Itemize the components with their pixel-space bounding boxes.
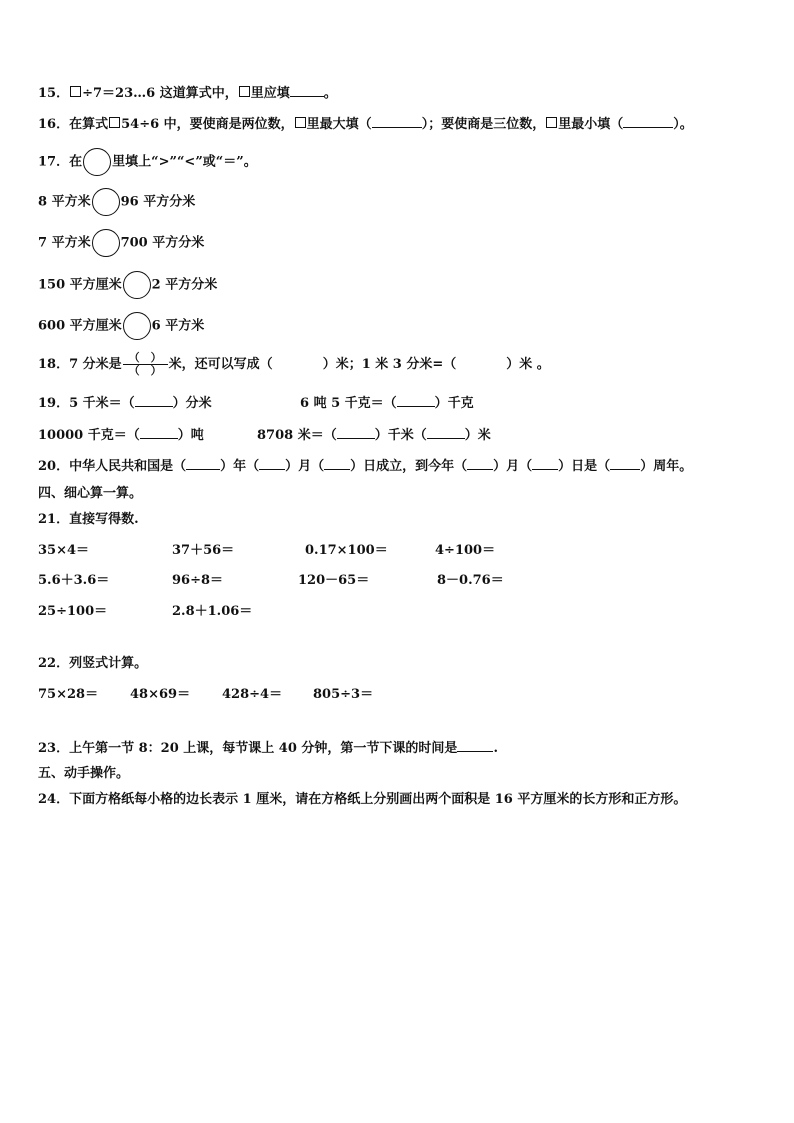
answer-blank[interactable] [372,115,422,128]
circle-blank-icon[interactable] [83,148,111,176]
question-24: 24．下面方格纸每小格的边长表示 1 厘米，请在方格纸上分别画出两个面积是 16 平方厘米的长方形和正方形。 [38,792,687,807]
question-19-row2: 10000 千克＝（ ）吨 [38,428,204,443]
question-21-title: 21．直接写得数. [38,512,139,527]
vertical-calc-item: 75×28＝ [38,687,99,702]
compare-item: 150 平方厘米 2 平方分米 [38,271,217,299]
question-19-row1b: 6 吨 5 千克＝（ ）千克 [300,396,474,411]
question-19-row2b: 8708 米＝（ ）千米（ ）米 [257,428,491,443]
calc-item: 96÷8＝ [172,573,224,588]
circle-blank-icon[interactable] [123,271,151,299]
calc-item: 5.6＋3.6＝ [38,573,110,588]
calc-item: 35×4＝ [38,543,90,558]
vertical-calc-item: 805÷3＝ [313,687,374,702]
answer-blank[interactable] [610,457,640,470]
calc-item: 120－65＝ [298,573,370,588]
calc-item: 0.17×100＝ [305,543,388,558]
square-box-icon [239,86,250,97]
question-17: 17．在 里填上“>”“<”或“＝”。 [38,148,257,176]
square-box-icon [546,117,557,128]
calc-item: 37＋56＝ [172,543,235,558]
square-box-icon [295,117,306,128]
answer-blank[interactable] [532,457,558,470]
section-5-heading: 五、动手操作。 [38,766,130,781]
answer-blank[interactable] [467,457,493,470]
answer-blank[interactable] [140,426,178,439]
calc-item: 25÷100＝ [38,604,108,619]
section-4-heading: 四、细心算一算。 [38,486,143,501]
answer-blank[interactable] [186,457,220,470]
vertical-calc-item: 428÷4＝ [222,687,283,702]
question-18: 18．7 分米是 $\frac{( )}{( )}$ 米，还可以写成（ ）米；1 米 3 分米=（ ）米 。 [38,351,550,377]
compare-item: 7 平方米 700 平方分米 [38,229,204,257]
circle-blank-icon[interactable] [92,229,120,257]
compare-item: 8 平方米 96 平方分米 [38,188,195,216]
answer-blank[interactable] [457,739,493,752]
calc-item: 4÷100＝ [435,543,496,558]
circle-blank-icon[interactable] [92,188,120,216]
question-19-row1: 19．5 千米＝（ ）分米 [38,396,212,411]
compare-item: 600 平方厘米 6 平方米 [38,312,204,340]
question-16: 16．在算式 54÷6 中，要使商是两位数， 里最大填（ ）；要使商是三位数， 里最小填（ ）。 [38,117,693,132]
fraction-blank[interactable]: $\frac{( )}{( )}$ [123,352,168,377]
circle-blank-icon[interactable] [123,312,151,340]
square-box-icon [70,86,81,97]
calc-item: 2.8＋1.06＝ [172,604,253,619]
question-23: 23．上午第一节 8：20 上课，每节课上 40 分钟，第一节下课的时间是 . [38,741,498,756]
question-22-title: 22．列竖式计算。 [38,656,148,671]
answer-blank[interactable] [337,426,375,439]
answer-blank[interactable] [259,457,285,470]
answer-blank[interactable] [623,115,673,128]
answer-blank[interactable] [290,84,324,97]
answer-blank[interactable] [427,426,465,439]
square-box-icon [109,117,120,128]
vertical-calc-item: 48×69＝ [130,687,191,702]
question-20: 20．中华人民共和国是（ ）年（ ）月（ ）日成立，到今年（ ）月（ ）日是（ ）周年。 [38,459,693,474]
question-15: 15． ÷7＝23…6 这道算式中， 里应填 。 [38,86,337,101]
answer-blank[interactable] [397,394,435,407]
answer-blank[interactable] [324,457,350,470]
answer-blank[interactable] [135,394,173,407]
calc-item: 8－0.76＝ [437,573,504,588]
